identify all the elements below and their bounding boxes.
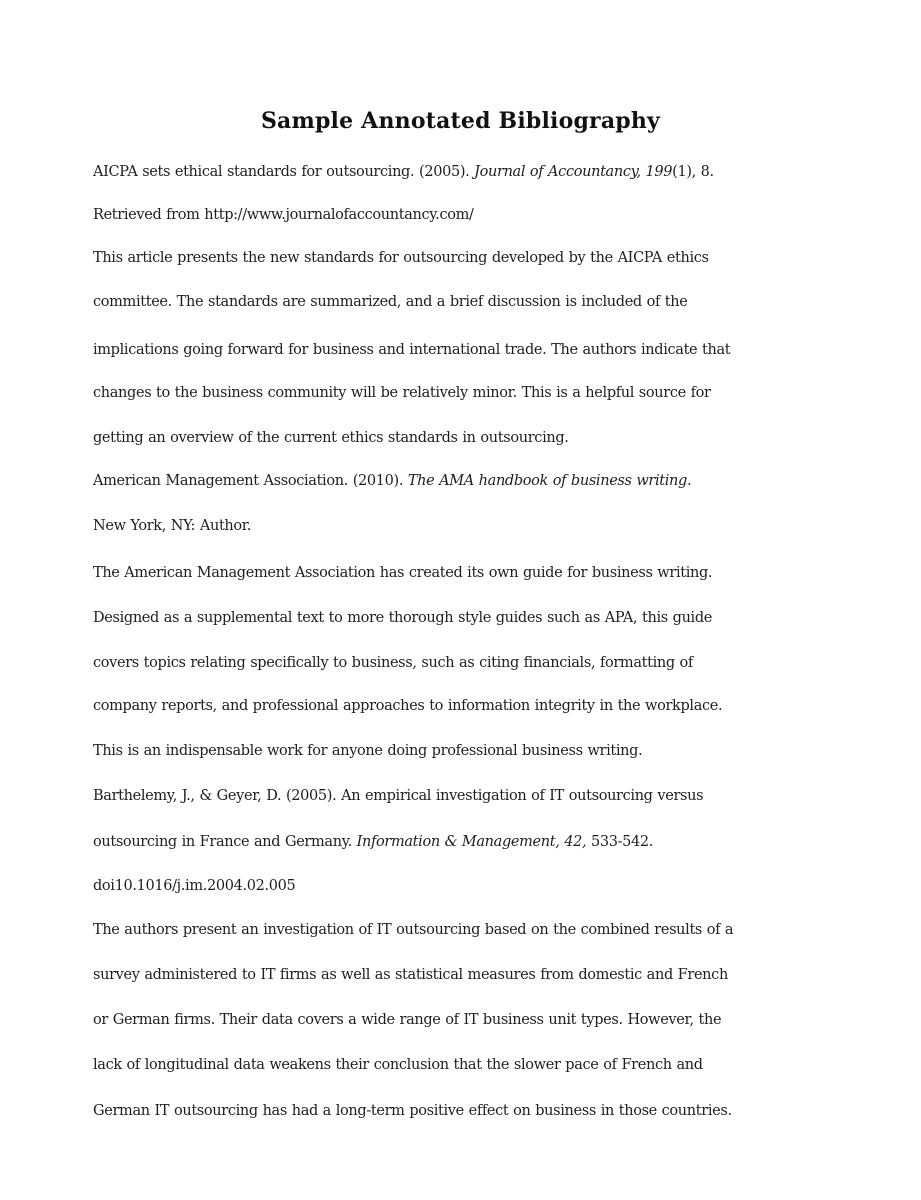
text-line: committee. The standards are summarized, and a brief discussion is included of the [93,294,688,310]
document-title: Sample Annotated Bibliography [260,108,661,134]
text-line: changes to the business community will be relatively minor. This is a helpful source for [93,385,711,401]
text-line: The American Management Association has created its own guide for business writing. [93,565,713,581]
text-line: doi10.1016/j.im.2004.02.005 [93,878,296,894]
text-line: or German firms. Their data covers a wide range of IT business unit types. However, the [93,1012,722,1028]
text-line: Designed as a supplemental text to more thorough style guides such as APA, this guide [93,610,713,626]
text-line: lack of longitudinal data weakens their conclusion that the slower pace of French and [93,1057,703,1073]
text-line: The authors present an investigation of IT outsourcing based on the combined results of a [93,922,734,938]
text-line: company reports, and professional approaches to information integrity in the workplace. [93,698,723,714]
text-line: survey administered to IT firms as well as statistical measures from domestic and French [93,967,728,983]
text-line: New York, NY: Author. [93,518,252,534]
text-line: Barthelemy, J., & Geyer, D. (2005). An empirical investigation of IT outsourcing versus [93,788,704,804]
text-line: This is an indispensable work for anyone doing professional business writing. [93,743,643,759]
text-line: American Management Association. (2010). The AMA handbook of business writing. [93,473,692,489]
text-line: German IT outsourcing has had a long-term positive effect on business in those countries. [93,1103,732,1119]
text-line: getting an overview of the current ethics standards in outsourcing. [93,430,569,446]
text-line: covers topics relating specifically to business, such as citing financials, formatting of [93,655,693,671]
text-line: AICPA sets ethical standards for outsourcing. (2005). Journal of Accountancy, 199(1), 8. [93,164,714,180]
text-line: outsourcing in France and Germany. Information & Management, 42, 533-542. [93,834,654,850]
text-line: This article presents the new standards for outsourcing developed by the AICPA ethics [93,250,709,266]
text-line: Retrieved from http://www.journalofaccountancy.com/ [93,207,474,223]
text-line: implications going forward for business and international trade. The authors indicate that [93,342,731,358]
